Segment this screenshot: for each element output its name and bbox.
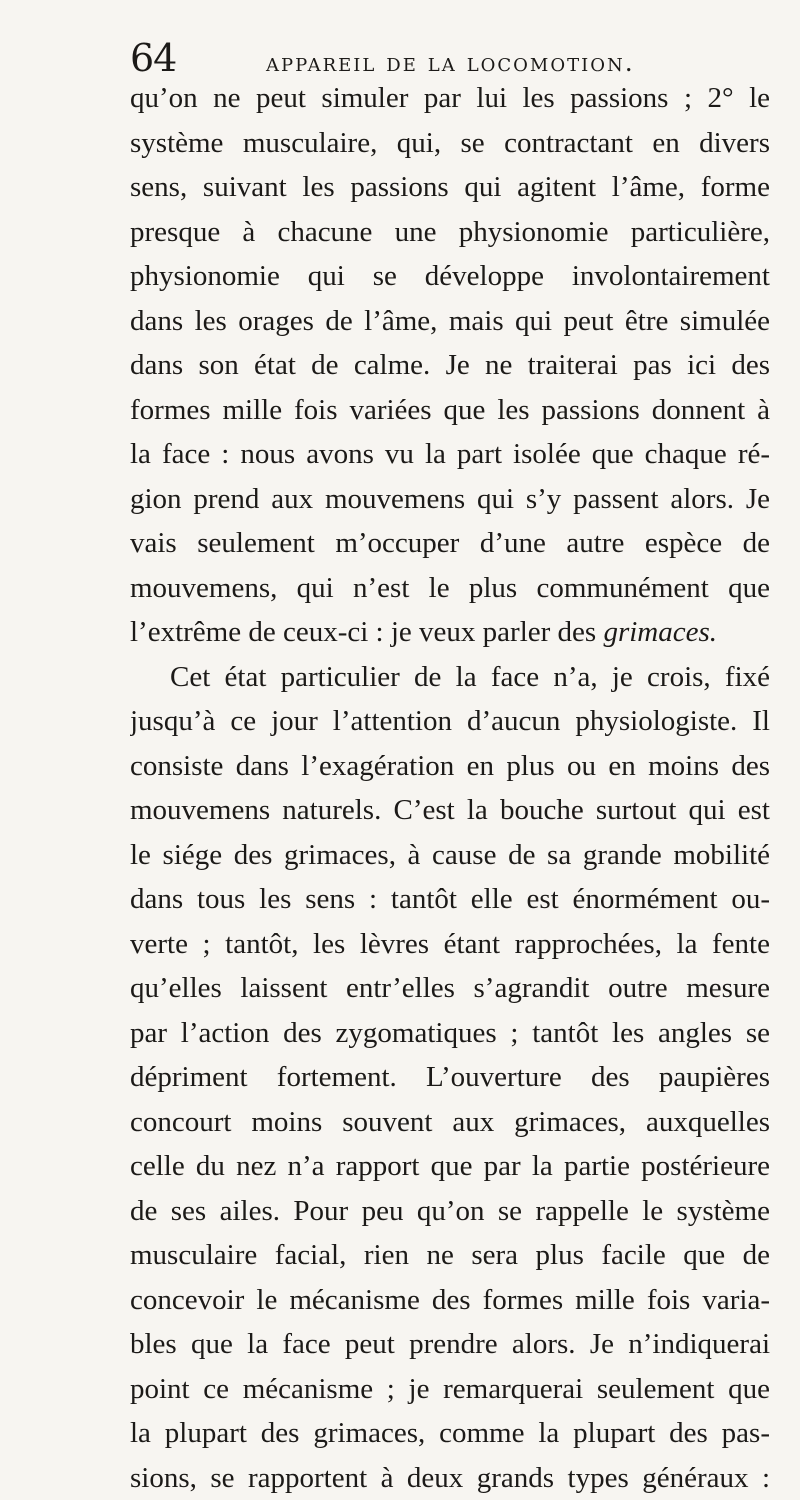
- text-line: par l’action des zygomatiques ; tantôt les angles se: [130, 1011, 770, 1056]
- text-line: sens, suivant les passions qui agitent l’âme, forme: [130, 165, 770, 210]
- text-line: la face : nous avons vu la part isolée que chaque ré-: [130, 432, 770, 477]
- italic-term: grimaces.: [603, 616, 717, 648]
- text-line: concourt moins souvent aux grimaces, auxquelles: [130, 1100, 770, 1145]
- text-line: dépriment fortement. L’ouverture des paupières: [130, 1055, 770, 1100]
- text-line: verte ; tantôt, les lèvres étant rapprochées, la fente: [130, 922, 770, 967]
- text-line: de ses ailes. Pour peu qu’on se rappelle le système: [130, 1189, 770, 1234]
- running-title: appareil de la locomotion.: [266, 48, 635, 78]
- text-line: vais seulement m’occuper d’une autre espèce de: [130, 521, 770, 566]
- text-line: qu’elles laissent entr’elles s’agrandit outre mesure: [130, 966, 770, 1011]
- page-number: 64: [130, 36, 176, 80]
- text-line: mouvemens naturels. C’est la bouche surtout qui est: [130, 788, 770, 833]
- text-line: gion prend aux mouvemens qui s’y passent alors. Je: [130, 477, 770, 522]
- body-text: [130, 76, 770, 1500]
- text-line: le siége des grimaces, à cause de sa grande mobilité: [130, 833, 770, 878]
- text-line: celle du nez n’a rapport que par la partie postérieure: [130, 1144, 770, 1189]
- text-line: physionomie qui se développe involontairement: [130, 254, 770, 299]
- text-line: dans tous les sens : tantôt elle est énormément ou-: [130, 877, 770, 922]
- text-line: point ce mécanisme ; je remarquerai seulement que: [130, 1367, 770, 1412]
- text-line: sions, se rapportent à deux grands types généraux :: [130, 1456, 770, 1500]
- text-line: mouvemens, qui n’est le plus communément que: [130, 566, 770, 611]
- text-line-with-term: [130, 610, 770, 655]
- paragraph-start-line: Cet état particulier de la face n’a, je crois, fixé: [130, 655, 770, 700]
- text-line: concevoir le mécanisme des formes mille fois varia-: [130, 1278, 770, 1323]
- text-line: qu’on ne peut simuler par lui les passions ; 2° le: [130, 76, 770, 121]
- text-line: dans les orages de l’âme, mais qui peut être simulée: [130, 299, 770, 344]
- text-line: formes mille fois variées que les passions donnent à: [130, 388, 770, 433]
- text-line: la plupart des grimaces, comme la plupart des pas-: [130, 1411, 770, 1456]
- text-line: système musculaire, qui, se contractant en divers: [130, 121, 770, 166]
- text-line: consiste dans l’exagération en plus ou en moins des: [130, 744, 770, 789]
- text-line: bles que la face peut prendre alors. Je n’indiquerai: [130, 1322, 770, 1367]
- text-line-start: l’extrême de ceux-ci : je veux parler des: [130, 616, 596, 648]
- text-line: dans son état de calme. Je ne traiterai pas ici des: [130, 343, 770, 388]
- text-line: jusqu’à ce jour l’attention d’aucun physiologiste. Il: [130, 699, 770, 744]
- text-line: musculaire facial, rien ne sera plus facile que de: [130, 1233, 770, 1278]
- text-line: presque à chacune une physionomie particulière,: [130, 210, 770, 255]
